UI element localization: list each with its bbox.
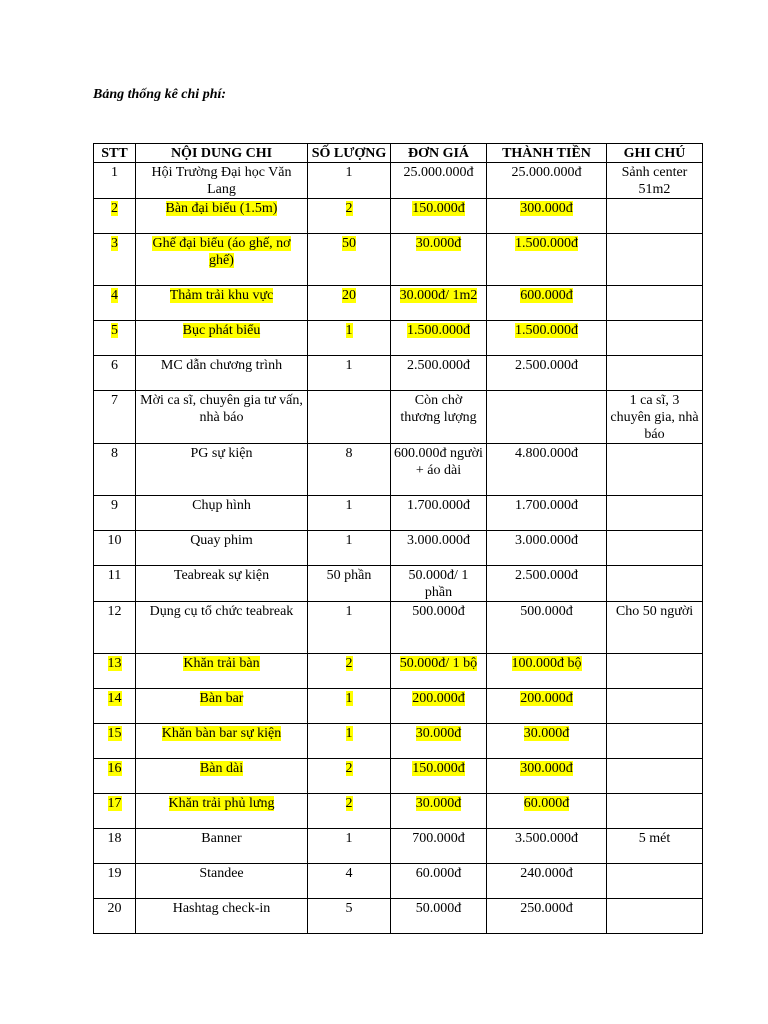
- table-row: [94, 199, 703, 234]
- cell-total: [487, 321, 607, 356]
- highlighted-text: Thảm trải khu vực: [169, 288, 274, 303]
- highlighted-text: 1: [345, 726, 353, 741]
- cell-total: 4.800.000đ: [487, 444, 607, 496]
- highlighted-text: 30.000đ: [523, 726, 570, 741]
- cell-total: 500.000đ: [487, 602, 607, 654]
- cell-quantity: [308, 794, 391, 829]
- cell-stt: 9: [94, 496, 136, 531]
- table-row: [94, 356, 703, 391]
- cell-content: [136, 654, 308, 689]
- cell-note: Cho 50 người: [607, 602, 703, 654]
- cell-unit-price: 50.000đ: [391, 899, 487, 934]
- highlighted-text: 14: [107, 691, 122, 706]
- highlighted-text: Bàn bar: [199, 691, 244, 706]
- highlighted-text: 100.000đ bộ: [511, 656, 582, 671]
- cell-unit-price: [391, 199, 487, 234]
- highlighted-text: Bàn đại biểu (1.5m): [165, 201, 278, 216]
- cell-note: [607, 444, 703, 496]
- cell-quantity: [308, 759, 391, 794]
- cell-stt: [94, 234, 136, 286]
- cell-content: Mời ca sĩ, chuyên gia tư vấn, nhà báo: [136, 391, 308, 444]
- cell-stt: 11: [94, 566, 136, 602]
- cell-unit-price: 700.000đ: [391, 829, 487, 864]
- table-row: [94, 864, 703, 899]
- table-row: [94, 286, 703, 321]
- cell-content: Hội Trường Đại học Văn Lang: [136, 163, 308, 199]
- cell-total: 25.000.000đ: [487, 163, 607, 199]
- cell-quantity: 1: [308, 602, 391, 654]
- cell-quantity: [308, 321, 391, 356]
- cell-total: 3.000.000đ: [487, 531, 607, 566]
- cell-quantity: [308, 199, 391, 234]
- table-row: [94, 794, 703, 829]
- table-row: [94, 829, 703, 864]
- highlighted-text: 2: [345, 761, 353, 776]
- header-stt: STT: [94, 144, 136, 163]
- cell-quantity: [308, 234, 391, 286]
- cell-quantity: 1: [308, 356, 391, 391]
- cell-content: MC dẫn chương trình: [136, 356, 308, 391]
- cell-total: [487, 689, 607, 724]
- cell-stt: 8: [94, 444, 136, 496]
- document-title: Bảng thống kê chi phí:: [93, 87, 227, 102]
- cell-unit-price: [391, 234, 487, 286]
- cell-total: 3.500.000đ: [487, 829, 607, 864]
- table-row: [94, 689, 703, 724]
- cell-note: [607, 864, 703, 899]
- cell-unit-price: [391, 724, 487, 759]
- table-row: [94, 602, 703, 654]
- cell-stt: 20: [94, 899, 136, 934]
- cell-total: [487, 759, 607, 794]
- highlighted-text: 30.000đ: [415, 236, 462, 251]
- cell-content: [136, 199, 308, 234]
- cell-note: [607, 496, 703, 531]
- cell-total: 2.500.000đ: [487, 566, 607, 602]
- cell-unit-price: 3.000.000đ: [391, 531, 487, 566]
- table-row: [94, 234, 703, 286]
- highlighted-text: Bàn dài: [199, 761, 244, 776]
- cell-content: Teabreak sự kiện: [136, 566, 308, 602]
- cell-stt: [94, 321, 136, 356]
- highlighted-text: 300.000đ: [520, 761, 573, 776]
- cell-unit-price: [391, 654, 487, 689]
- cell-note: [607, 759, 703, 794]
- cell-stt: [94, 199, 136, 234]
- table-row: [94, 321, 703, 356]
- cell-total: 2.500.000đ: [487, 356, 607, 391]
- cell-stt: [94, 689, 136, 724]
- cell-total: [487, 391, 607, 444]
- cell-note: [607, 689, 703, 724]
- cell-note: Sảnh center 51m2: [607, 163, 703, 199]
- cell-quantity: 5: [308, 899, 391, 934]
- cell-unit-price: 600.000đ người + áo dài: [391, 444, 487, 496]
- cell-note: [607, 234, 703, 286]
- highlighted-text: 3: [111, 236, 118, 251]
- highlighted-text: 30.000đ: [415, 796, 462, 811]
- highlighted-text: Bục phát biểu: [182, 323, 261, 338]
- header-total: THÀNH TIỀN: [487, 144, 607, 163]
- header-note: GHI CHÚ: [607, 144, 703, 163]
- cell-note: 1 ca sĩ, 3 chuyên gia, nhà báo: [607, 391, 703, 444]
- cell-content: PG sự kiện: [136, 444, 308, 496]
- highlighted-text: 1: [345, 323, 353, 338]
- cell-note: [607, 794, 703, 829]
- highlighted-text: 20: [342, 288, 356, 303]
- cell-stt: 1: [94, 163, 136, 199]
- highlighted-text: 13: [107, 656, 122, 671]
- cell-unit-price: Còn chờ thương lượng: [391, 391, 487, 444]
- cell-stt: 10: [94, 531, 136, 566]
- cell-unit-price: 50.000đ/ 1 phần: [391, 566, 487, 602]
- cell-quantity: [308, 391, 391, 444]
- cell-content: Hashtag check-in: [136, 899, 308, 934]
- table-row: [94, 654, 703, 689]
- cell-content: Quay phim: [136, 531, 308, 566]
- cell-content: Dụng cụ tổ chức teabreak: [136, 602, 308, 654]
- highlighted-text: 600.000đ: [520, 288, 573, 303]
- highlighted-text: 2: [345, 201, 353, 216]
- cell-stt: 18: [94, 829, 136, 864]
- cell-quantity: 4: [308, 864, 391, 899]
- cell-content: [136, 794, 308, 829]
- cell-note: [607, 199, 703, 234]
- highlighted-text: 1: [345, 691, 353, 706]
- cell-unit-price: [391, 759, 487, 794]
- cell-quantity: [308, 286, 391, 321]
- highlighted-text: 17: [107, 796, 122, 811]
- header-unit-price: ĐƠN GIÁ: [391, 144, 487, 163]
- cell-quantity: 1: [308, 829, 391, 864]
- cell-content: Banner: [136, 829, 308, 864]
- cell-quantity: [308, 724, 391, 759]
- cell-quantity: [308, 654, 391, 689]
- cell-stt: 6: [94, 356, 136, 391]
- cell-unit-price: 500.000đ: [391, 602, 487, 654]
- table-row: [94, 531, 703, 566]
- cell-total: [487, 654, 607, 689]
- cell-total: 240.000đ: [487, 864, 607, 899]
- cell-quantity: 8: [308, 444, 391, 496]
- cell-note: [607, 566, 703, 602]
- cost-table: [93, 143, 703, 934]
- table-header-row: [94, 144, 703, 163]
- highlighted-text: 150.000đ: [412, 761, 465, 776]
- cell-note: [607, 321, 703, 356]
- table-row: [94, 391, 703, 444]
- cell-stt: 12: [94, 602, 136, 654]
- cell-content: [136, 286, 308, 321]
- cell-quantity: 1: [308, 496, 391, 531]
- cell-total: [487, 794, 607, 829]
- cell-quantity: [308, 689, 391, 724]
- table-row: [94, 444, 703, 496]
- cell-quantity: 1: [308, 531, 391, 566]
- cell-unit-price: 2.500.000đ: [391, 356, 487, 391]
- table-row: [94, 163, 703, 199]
- cell-content: [136, 759, 308, 794]
- highlighted-text: 50.000đ/ 1 bộ: [399, 656, 478, 671]
- highlighted-text: 60.000đ: [523, 796, 570, 811]
- cell-note: 5 mét: [607, 829, 703, 864]
- highlighted-text: Khăn trải phủ lưng: [168, 796, 275, 811]
- cell-stt: 19: [94, 864, 136, 899]
- cell-total: 1.700.000đ: [487, 496, 607, 531]
- cell-note: [607, 286, 703, 321]
- highlighted-text: 200.000đ: [412, 691, 465, 706]
- highlighted-text: 5: [111, 323, 118, 338]
- cell-stt: 7: [94, 391, 136, 444]
- cell-note: [607, 531, 703, 566]
- table-row: [94, 566, 703, 602]
- cell-unit-price: [391, 321, 487, 356]
- highlighted-text: 50: [342, 236, 356, 251]
- cell-content: Standee: [136, 864, 308, 899]
- highlighted-text: 30.000đ: [415, 726, 462, 741]
- highlighted-text: 2: [345, 656, 353, 671]
- cell-note: [607, 724, 703, 759]
- highlighted-text: 1.500.000đ: [515, 323, 578, 338]
- highlighted-text: 300.000đ: [520, 201, 573, 216]
- cell-note: [607, 654, 703, 689]
- cell-total: 250.000đ: [487, 899, 607, 934]
- cell-stt: [94, 654, 136, 689]
- cell-content: [136, 321, 308, 356]
- highlighted-text: Khăn trải bàn: [183, 656, 260, 671]
- cell-unit-price: 1.700.000đ: [391, 496, 487, 531]
- cell-total: [487, 199, 607, 234]
- cell-total: [487, 286, 607, 321]
- table-row: [94, 724, 703, 759]
- highlighted-text: 2: [345, 796, 353, 811]
- header-quantity: SỐ LƯỢNG: [308, 144, 391, 163]
- cell-note: [607, 899, 703, 934]
- highlighted-text: 4: [111, 288, 118, 303]
- header-content: NỘI DUNG CHI: [136, 144, 308, 163]
- cell-content: Chụp hình: [136, 496, 308, 531]
- highlighted-text: 150.000đ: [412, 201, 465, 216]
- cell-unit-price: [391, 689, 487, 724]
- cell-quantity: 1: [308, 163, 391, 199]
- cell-content: [136, 724, 308, 759]
- cell-quantity: 50 phần: [308, 566, 391, 602]
- highlighted-text: Ghế đại biểu (áo ghế, nơ ghế): [152, 236, 291, 268]
- cell-content: [136, 234, 308, 286]
- table-row: [94, 759, 703, 794]
- highlighted-text: 15: [107, 726, 122, 741]
- cell-unit-price: 25.000.000đ: [391, 163, 487, 199]
- highlighted-text: 1.500.000đ: [515, 236, 578, 251]
- cell-stt: [94, 759, 136, 794]
- cell-stt: [94, 794, 136, 829]
- cell-stt: [94, 286, 136, 321]
- table-row: [94, 496, 703, 531]
- cell-unit-price: 60.000đ: [391, 864, 487, 899]
- highlighted-text: 30.000đ/ 1m2: [399, 288, 478, 303]
- highlighted-text: 16: [107, 761, 122, 776]
- table-row: [94, 899, 703, 934]
- highlighted-text: 2: [111, 201, 118, 216]
- highlighted-text: Khăn bàn bar sự kiện: [161, 726, 282, 741]
- cell-unit-price: [391, 286, 487, 321]
- cell-total: [487, 234, 607, 286]
- highlighted-text: 200.000đ: [520, 691, 573, 706]
- highlighted-text: 1.500.000đ: [407, 323, 470, 338]
- cell-unit-price: [391, 794, 487, 829]
- cell-note: [607, 356, 703, 391]
- cell-total: [487, 724, 607, 759]
- cell-content: [136, 689, 308, 724]
- cell-stt: [94, 724, 136, 759]
